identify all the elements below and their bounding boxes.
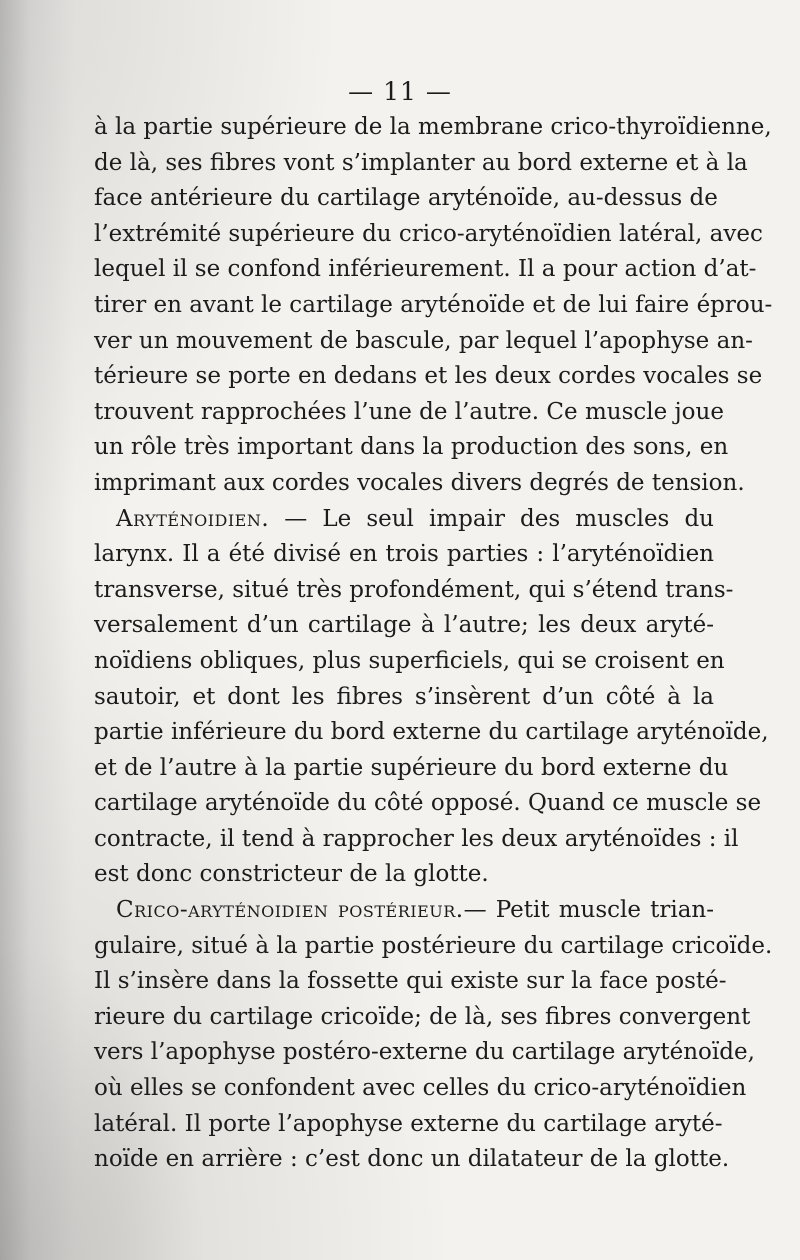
text-line: latéral. Il porte l’apophyse externe du cartilage aryté- [94, 1110, 723, 1137]
text-line: versalement d’un cartilage à l’autre; les deux aryté- [94, 612, 714, 639]
text-line: noïde en arrière : c’est donc un dilatateur de la glotte. [94, 1146, 730, 1173]
text-line: térieure se porte en dedans et les deux cordes vocales se [94, 363, 763, 390]
text-line: transverse, situé très profondément, qui s’étend trans- [94, 576, 734, 603]
text-line: trouvent rapprochées l’une de l’autre. Ce muscle joue [94, 398, 724, 425]
body-text [94, 110, 773, 1178]
text-line: et de l’autre à la partie supérieure du bord externe du [94, 754, 729, 781]
paragraph-crico-arytenoidien [94, 893, 773, 1178]
text-line: face antérieure du cartilage aryténoïde, au-dessus de [94, 185, 718, 212]
text-line: partie inférieure du bord externe du cartilage aryténoïde, [94, 719, 769, 746]
text-line: sautoir, et dont les fibres s’insèrent d’un côté à la [94, 683, 714, 710]
text-line: ver un mouvement de bascule, par lequel l’apophyse an- [94, 327, 753, 354]
text-run: — Petit muscle trian- [463, 897, 715, 924]
paragraph-arytenoidien [94, 502, 769, 894]
paragraph-first-line [94, 893, 714, 929]
text-line: un rôle très important dans la production des sons, en [94, 434, 729, 461]
text-line: noïdiens obliques, plus superficiels, qui se croisent en [94, 647, 725, 674]
text-line: larynx. Il a été divisé en trois parties : l’aryténoïdien [94, 541, 714, 568]
page-number: — 11 — [348, 77, 452, 106]
text-line: contracte, il tend à rapprocher les deux aryténoïdes : il [94, 825, 739, 852]
text-line: Il s’insère dans la fossette qui existe sur la face posté- [94, 968, 727, 995]
paragraph-continuation [94, 110, 773, 502]
section-heading: Aryténoidien. [116, 505, 270, 532]
text-line: lequel il se confond inférieurement. Il a pour action d’at- [94, 256, 757, 283]
text-line: rieure du cartilage cricoïde; de là, ses fibres convergent [94, 1003, 751, 1030]
paragraph-first-line [94, 502, 714, 538]
text-line: vers l’apophyse postéro-externe du cartilage aryténoïde, [94, 1039, 755, 1066]
text-line: est donc constricteur de la glotte. [94, 861, 489, 888]
text-line: l’extrémité supérieure du crico-aryténoïdien latéral, avec [94, 220, 763, 247]
text-line: à la partie supérieure de la membrane crico-thyroïdienne, [94, 114, 772, 140]
text-run: — Le seul impair des muscles du [269, 505, 714, 532]
text-line: de là, ses fibres vont s’implanter au bord externe et à la [94, 149, 748, 176]
text-line: imprimant aux cordes vocales divers degrés de tension. [94, 469, 745, 496]
text-line: cartilage aryténoïde du côté opposé. Quand ce muscle se [94, 790, 762, 817]
text-line: tirer en avant le cartilage aryténoïde et de lui faire éprou- [94, 291, 773, 318]
text-line: où elles se confondent avec celles du crico-aryténoïdien [94, 1075, 747, 1102]
section-heading: Crico-aryténoidien postérieur. [116, 897, 464, 924]
text-line: gulaire, situé à la partie postérieure du cartilage cricoïde. [94, 932, 773, 959]
